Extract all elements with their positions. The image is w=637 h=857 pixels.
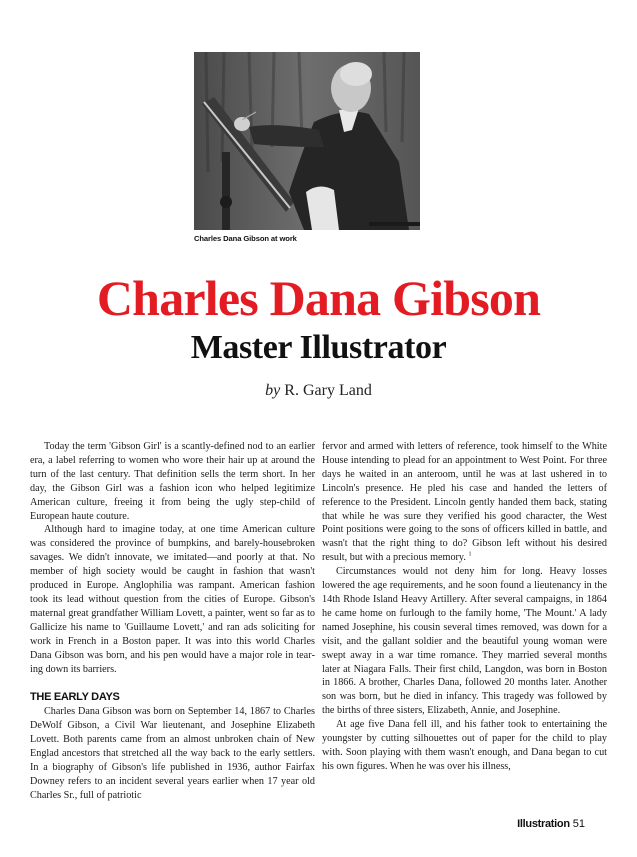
article-title: Charles Dana Gibson bbox=[96, 270, 541, 326]
section-heading: THE EARLY DAYS bbox=[30, 691, 120, 704]
right-column bbox=[322, 440, 607, 774]
paragraph-text: fervor and armed with letters of reference, took himself to the White House intending to plead for an appointment to West Point. For three days he waited in an anteroom, until he was at last ushered in to Lincoln's presence. He pled his case and handed the letters of reference to the President. Lincoln gently handed them back, stating that while he was sure they verified his good character, the West Point positions were going to the sons of officers killed in battle, and wasn't that the right thing to do? Gibson left without his desired result, but with a precious memory. bbox=[322, 441, 607, 564]
byline-prefix: by bbox=[265, 382, 281, 399]
magazine-name: Illustration bbox=[517, 818, 570, 830]
page-number: 51 bbox=[572, 818, 585, 830]
paragraph: At age five Dana fell ill, and his father took to entertaining the youngster by cutting silhouettes out of paper for the child to play with. Soon playing with them wasn't enough, and Dana began to cut his own figures. When he was over his illness, bbox=[322, 719, 607, 772]
paragraph-continued bbox=[322, 440, 607, 565]
paragraph: Today the term 'Gibson Girl' is a scantly-defined nod to an earlier era, a label referring to women who wore their hair up at around the turn of the last century. That definition sells the term short. In her day, the Gibson Girl was a fashion icon who helped legitimize American culture, freeing it from being the ugly step-child of European haute couture. bbox=[30, 441, 315, 522]
page-footer bbox=[517, 818, 585, 830]
paragraph: Circumstances would not deny him for long. Heavy losses lowered the age requirements, and he soon found a lieutenancy in the 14th Rhode Island Heavy Artillery. After several campaigns, in 1864 he came home on furlough to the family home, 'The Mount.' A lady named Josephine, his cousin several times removed, was down for a visit, and the gallant soldier and the beautiful young woman were swept away in a war time romance. They married several months later at Niagara Falls. Their first child, Langdon, was born in Boston in 1866. A brother, Charles Dana, followed 20 months later. Another son was born, but he died in infancy. This tragedy was followed by the births of three sisters, Elizabeth, Annie, and Josephine. bbox=[322, 566, 607, 717]
paragraph: Although hard to imagine today, at one time American culture was considered the province of bumpkins, and barely-housebroken savages. We didn't innovate, we imitated—and poorly at that. No member of high society would be caught in fashion that wasn't produced in Europe. Anglophilia was rampant. American fashion took its lead without question from the cities of Europe. Gibson's maternal great grandfather William Lovett, a painter, went so far as to Gallicize his name to 'Guillaume Lovett,' and ran ads soliciting for work in French in a Boston paper. It was into this world Charles Dana Gibson was born, and his pen would have a major role in tearing down its barriers. bbox=[30, 524, 315, 675]
photo-illustration bbox=[194, 52, 420, 230]
paragraph: Charles Dana Gibson was born on September 14, 1867 to Charles DeWolf Gibson, a Civil War lieutenant, and Josephine Elizabeth Lovett. Both parents came from an almost unbroken chain of New Englad ancestors that stretched all the way back to the early settlers. In a biography of Gibson's life published in 1936, author Fairfax Downey refers to an incident several years earlier when 17 year old Charles Sr., full of patriotic bbox=[30, 706, 315, 801]
byline bbox=[0, 382, 637, 400]
footnote-marker: 1 bbox=[468, 551, 472, 558]
author-name: R. Gary Land bbox=[284, 382, 372, 399]
article-subtitle: Master Illustrator bbox=[190, 329, 447, 366]
left-column bbox=[30, 440, 315, 803]
photo-caption: Charles Dana Gibson at work bbox=[194, 234, 297, 243]
article-photo bbox=[194, 52, 420, 230]
